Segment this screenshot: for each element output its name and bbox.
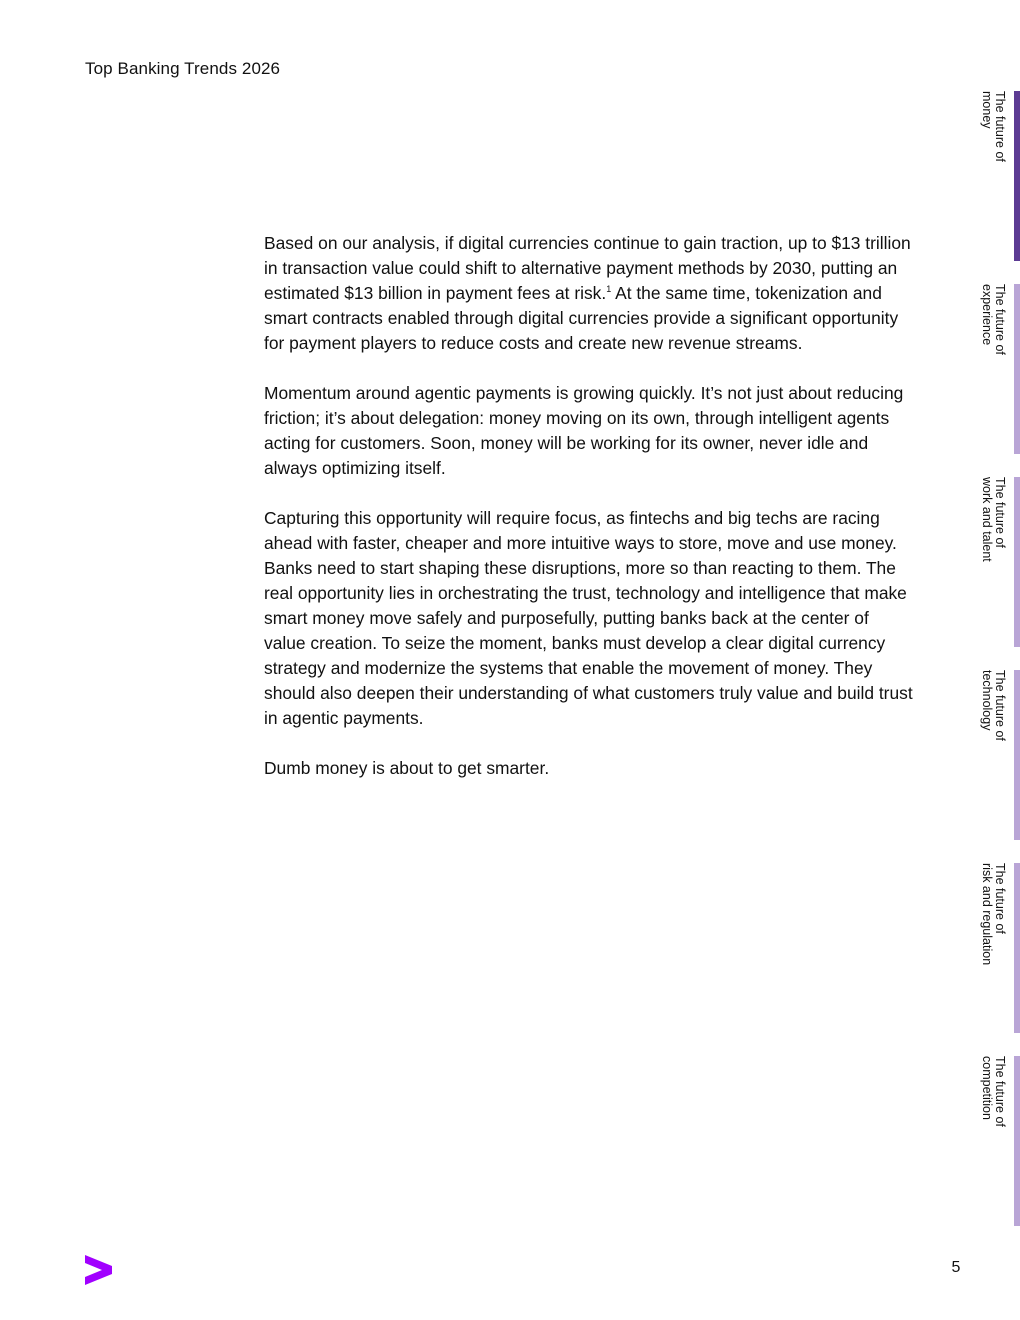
- side-nav-tab-indicator: [1014, 284, 1020, 454]
- side-nav-tab-indicator: [1014, 1056, 1020, 1226]
- paragraph: Momentum around agentic payments is growing quickly. It’s not just about reducing friction; it’s about delegation: money moving on its own, through intelligent agents acting for customers. Soon, money will be working for its owner, never idle and always optimizing itself.: [264, 383, 904, 478]
- side-nav-tab-risk-and-regulation[interactable]: [976, 863, 1020, 1033]
- side-nav-tab-label: The future of experience: [980, 284, 1007, 355]
- side-nav-tab-indicator: [1014, 863, 1020, 1033]
- side-nav-tab-label: The future of competition: [980, 1056, 1007, 1127]
- document-header-title: Top Banking Trends 2026: [85, 59, 281, 78]
- paragraph: Dumb money is about to get smarter.: [264, 758, 550, 778]
- side-nav-tab-experience[interactable]: [976, 284, 1020, 454]
- side-nav-tab-indicator: [1014, 477, 1020, 647]
- side-nav-tab-work-and-talent[interactable]: [976, 477, 1020, 647]
- side-nav-tab-money[interactable]: [976, 91, 1020, 261]
- page-number: 5: [951, 1259, 961, 1276]
- side-nav-tab-technology[interactable]: [976, 670, 1020, 840]
- paragraph-text: At the same time, tokenization and smart contracts enabled through digital currencies provide a significant opportunity for payment players to reduce costs and create new revenue streams.: [264, 283, 899, 353]
- side-nav-tab-indicator: [1014, 670, 1020, 840]
- paragraph-text: Based on our analysis, if digital currencies continue to gain traction, up to $13 trillion in transaction value could shift to alternative payment methods by 2030, putting an estimated $13 billion in payment fees at risk.: [264, 233, 911, 303]
- body-text: [264, 231, 914, 806]
- side-nav-tab-label: The future of technology: [980, 670, 1007, 741]
- paragraph: Capturing this opportunity will require focus, as fintechs and big techs are racing ahead with faster, cheaper and more intuitive ways to store, move and use money. Banks need to start shaping these disruptions, more so than reacting to them. The real opportunity lies in orchestrating the trust, technology and intelligence that make smart money move safely and purposefully, putting banks back at the center of value creation. To seize the moment, banks must develop a clear digital currency strategy and modernize the systems that enable the movement of money. They should also deepen their understanding of what customers truly value and build trust in agentic payments.: [264, 508, 913, 728]
- side-nav-tab-indicator: [1014, 91, 1020, 261]
- side-nav-tab-label: The future of money: [980, 91, 1007, 162]
- accenture-logo-icon: [85, 1255, 113, 1285]
- side-nav-tab-label: The future of work and talent: [980, 477, 1007, 562]
- side-nav-tab-label: The future of risk and regulation: [980, 863, 1007, 966]
- footnote-reference[interactable]: 1: [606, 284, 612, 294]
- paragraph: [264, 231, 914, 356]
- side-nav-tab-competition[interactable]: [976, 1056, 1020, 1226]
